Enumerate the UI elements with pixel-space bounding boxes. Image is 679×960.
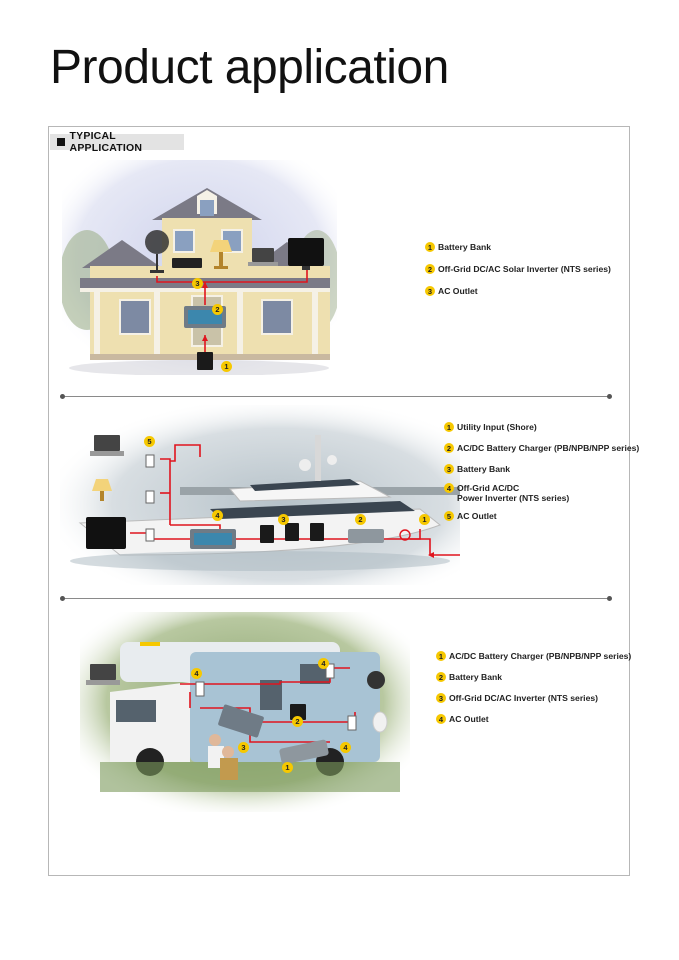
number-badge: 4 bbox=[444, 483, 454, 493]
square-bullet-icon bbox=[57, 138, 65, 146]
legend-label: AC/DC Battery Charger (PB/NPB/NPP series) bbox=[457, 443, 640, 453]
legend-label: AC Outlet bbox=[438, 286, 478, 296]
rv-legend bbox=[436, 651, 631, 724]
legend-label: Utility Input (Shore) bbox=[457, 422, 537, 432]
legend-label: Battery Bank bbox=[438, 242, 492, 252]
legend-label: AC Outlet bbox=[449, 714, 489, 724]
number-badge: 1 bbox=[436, 651, 446, 661]
legend-label: Off-Grid AC/DC Power Inverter (NTS series) bbox=[457, 483, 570, 503]
callout-badge: 1 bbox=[282, 762, 293, 773]
callout-badge: 1 bbox=[221, 361, 232, 372]
number-badge: 4 bbox=[436, 714, 446, 724]
number-badge: 3 bbox=[444, 464, 454, 474]
legend-item bbox=[436, 672, 631, 682]
number-badge: 2 bbox=[436, 672, 446, 682]
legend-item bbox=[444, 422, 639, 432]
legend-label: Off-Grid DC/AC Solar Inverter (NTS series) bbox=[438, 264, 611, 274]
callout-badge: 3 bbox=[238, 742, 249, 753]
number-badge: 3 bbox=[425, 286, 435, 296]
number-badge: 2 bbox=[444, 443, 454, 453]
house-legend bbox=[425, 242, 611, 296]
yacht-illustration bbox=[60, 405, 460, 585]
legend-item bbox=[436, 693, 631, 703]
legend-label: Battery Bank bbox=[457, 464, 511, 474]
callout-badge: 4 bbox=[318, 658, 329, 669]
callout-badge: 4 bbox=[212, 510, 223, 521]
rv-illustration bbox=[80, 612, 410, 812]
callout-badge: 4 bbox=[191, 668, 202, 679]
section-divider bbox=[62, 598, 610, 599]
callout-badge: 4 bbox=[340, 742, 351, 753]
callout-badge: 1 bbox=[419, 514, 430, 525]
house-illustration bbox=[62, 160, 337, 375]
legend-item bbox=[444, 464, 639, 474]
section-heading bbox=[50, 130, 184, 154]
number-badge: 1 bbox=[425, 242, 435, 252]
number-badge: 3 bbox=[436, 693, 446, 703]
legend-item bbox=[436, 651, 631, 661]
number-badge: 1 bbox=[444, 422, 454, 432]
legend-item bbox=[425, 286, 611, 296]
yacht-legend bbox=[444, 422, 639, 521]
number-badge: 2 bbox=[425, 264, 435, 274]
legend-label: AC Outlet bbox=[457, 511, 497, 521]
callout-badge: 3 bbox=[278, 514, 289, 525]
legend-item bbox=[444, 483, 639, 503]
legend-item bbox=[425, 242, 611, 252]
legend-item bbox=[444, 511, 639, 521]
legend-label: AC/DC Battery Charger (PB/NPB/NPP series) bbox=[449, 651, 632, 661]
callout-badge: 2 bbox=[212, 304, 223, 315]
number-badge: 5 bbox=[444, 511, 454, 521]
legend-item bbox=[425, 264, 611, 274]
callout-badge: 5 bbox=[144, 436, 155, 447]
legend-item bbox=[436, 714, 631, 724]
section-divider bbox=[62, 396, 610, 397]
legend-label: Off-Grid DC/AC Inverter (NTS series) bbox=[449, 693, 598, 703]
callout-badge: 2 bbox=[355, 514, 366, 525]
callout-badge: 2 bbox=[292, 716, 303, 727]
page-title: Product application bbox=[50, 41, 449, 94]
legend-item bbox=[444, 443, 639, 453]
callout-badge: 3 bbox=[192, 278, 203, 289]
legend-label: Battery Bank bbox=[449, 672, 503, 682]
section-heading-label: TYPICAL APPLICATION bbox=[69, 130, 143, 154]
